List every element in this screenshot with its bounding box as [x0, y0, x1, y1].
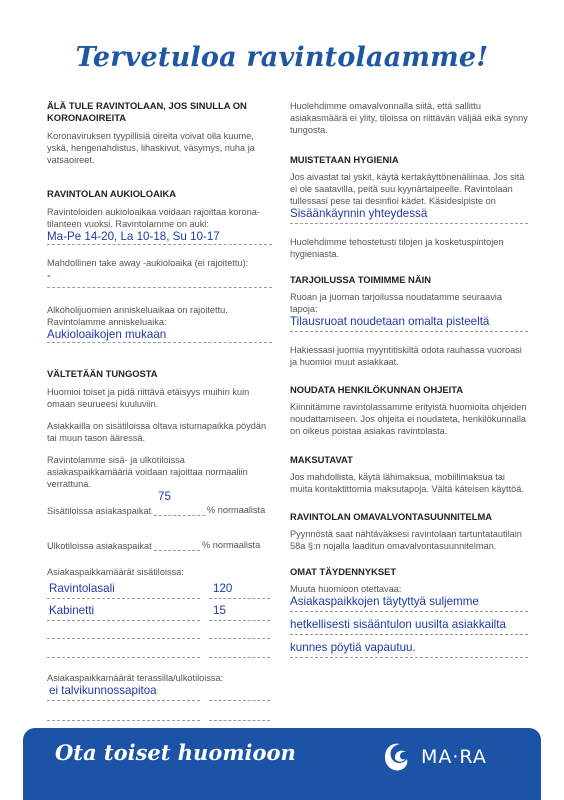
serving-text: Ruoan ja juoman tarjoilussa noudatamme seuraavia tapoja: [290, 292, 502, 314]
crowd-text-3: Ravintolamme sisä- ja ulkotiloissa asiakaspaikkamääriä voidaan rajoittaa normaaliin verrattuna. [47, 455, 248, 489]
table-line [47, 700, 200, 701]
extra-line [290, 657, 528, 658]
mara-swirl-icon [379, 737, 419, 777]
takeaway-line [47, 287, 272, 288]
table-line [209, 657, 270, 658]
intro-text: Huolehdimme omavalvonnalla siitä, että sallittu asiakasmäärä ei ylity, tiloissa on riittävän väljää eikä synny tungosta. [290, 101, 528, 135]
payment-text: Jos mahdollista, käytä lähimaksua, mobiilimaksua tai muita kontaktittomia maksutapoja. Vältä käteisen käyttöä. [290, 472, 524, 494]
indoor-pct-line [154, 515, 205, 516]
outdoor-pct-unit: % normaalista [202, 540, 261, 550]
indoor-pct-value: 75 [158, 490, 171, 503]
right-column [290, 100, 528, 658]
table-line [209, 598, 270, 599]
alcohol-value: Aukioloaikojen mukaan [47, 328, 167, 341]
table-line [209, 638, 270, 639]
extra-line-text: Asiakaspaikkojen täytyttyä suljemme [290, 595, 479, 608]
hygiene-text-2: Huolehdimme tehostetusti tilojen ja kosketuspintojen hygieniasta. [290, 237, 504, 259]
footer-banner [23, 728, 541, 800]
table-line [47, 720, 200, 721]
warning-heading: ÄLÄ TULE RAVINTOLAAN, JOS SINULLA ON KORONAOIREITA [47, 100, 247, 123]
serving-value: Tilausruoat noudetaan omalta pisteeltä [290, 315, 490, 328]
terrace-counts-label: Asiakaspaikkamäärät terassilla/ulkotiloissa: [47, 673, 224, 683]
staff-heading: NOUDATA HENKILÖKUNNAN OHJEITA [290, 384, 464, 395]
alcohol-text: Alkoholijuomien anniskeluaikaa on rajoitettu. Ravintolamme anniskeluaika: [47, 305, 228, 327]
outdoor-capacity-row [47, 532, 272, 558]
takeaway-value: - [47, 269, 51, 282]
table-line [209, 720, 270, 721]
warning-text: Koronaviruksen tyypillisiä oireita voivat olla kuume, yskä, hengenahdistus, lihaskivut, väsymys, nuha ja vatsaoireet. [47, 131, 255, 165]
logo-text: MA·RA [421, 746, 487, 768]
takeaway-label: Mahdollinen take away -aukioloaika (ei rajoitettu): [47, 258, 249, 268]
staff-text: Kiinnitämme ravintolassamme erityistä huomioita ohjeiden noudattamiseen. Jos ohjeita ei noudateta, henkilökunnalla on oikeus poistaa asiakas ravintolasta. [290, 402, 527, 436]
extra-line-text: kunnes pöytiä vapautuu. [290, 641, 416, 654]
payment-heading: MAKSUTAVAT [290, 454, 353, 465]
crowd-text-1: Huomioi toiset ja pidä riittävä etäisyys muihin kuin omaan seurueesi kuuluviin. [47, 387, 250, 409]
serving-heading: TARJOILUSSA TOIMIMME NÄIN [290, 274, 431, 285]
extra-line-text: hetkellisesti sisääntulon uusilta asiakkailta [290, 618, 506, 631]
page-title: Tervetuloa ravintolaamme! [75, 42, 489, 73]
plan-text: Pyynnöstä saat nähtäväksesi ravintolaan tartuntatautilain 58a §:n nojalla laaditun omavalvontasuunnitelman. [290, 529, 522, 551]
indoor-room-count: 15 [213, 604, 226, 617]
mara-logo [379, 737, 519, 777]
hygiene-line [290, 223, 528, 224]
alcohol-line [47, 342, 272, 343]
indoor-capacity-row [47, 490, 272, 530]
indoor-counts-label: Asiakaspaikkamäärät sisätiloissa: [47, 567, 184, 577]
hygiene-value: Sisäänkäynnin yhteydessä [290, 207, 428, 220]
extra-line [290, 611, 528, 612]
hours-text: Ravintoloiden aukioloaikaa voidaan rajoittaa korona-tilanteen vuoksi. Ravintolamme on auki: [47, 207, 260, 229]
table-line [47, 657, 200, 658]
hygiene-text: Jos aivastat tai yskit, käytä kertakäyttönenäliinaa. Jos sitä ei ole saatavilla, peitä suu kyynärtaipeelle. Ravintolaan tullessasi pese tai desinfioi kädet. Käsidesipiste on [290, 172, 525, 206]
table-line [47, 598, 200, 599]
indoor-pct-unit: % normaalista [207, 505, 266, 515]
serving-text-2: Hakiessasi juomia myyntitiskiltä odota rauhassa vuoroasi ja huomioi muut asiakkaat. [290, 345, 522, 367]
table-line [209, 700, 270, 701]
table-line [209, 620, 270, 621]
indoor-label: Sisätiloissa asiakaspaikat [47, 506, 152, 516]
extra-heading: OMAT TÄYDENNYKSET [290, 566, 397, 577]
left-column [47, 100, 272, 740]
extra-line [290, 634, 528, 635]
plan-heading: RAVINTOLAN OMAVALVONTASUUNNITELMA [290, 511, 493, 522]
hygiene-heading: MUISTETAAN HYGIENIA [290, 154, 399, 165]
hours-line [47, 244, 272, 245]
serving-line [290, 331, 528, 332]
table-line [47, 638, 200, 639]
footer-slogan: Ota toiset huomioon [55, 740, 296, 765]
indoor-room-name: Ravintolasali [49, 582, 115, 595]
indoor-room-name: Kabinetti [49, 604, 95, 617]
outdoor-label: Ulkotiloissa asiakaspaikat [47, 541, 152, 551]
crowd-heading: VÄLTETÄÄN TUNGOSTA [47, 368, 158, 379]
hours-value: Ma-Pe 14-20, La 10-18, Su 10-17 [47, 230, 220, 243]
indoor-counts-table [47, 578, 272, 662]
outdoor-pct-line [154, 550, 200, 551]
indoor-room-count: 120 [213, 582, 233, 595]
hours-heading: RAVINTOLAN AUKIOLOAIKA [47, 188, 176, 199]
extra-label: Muuta huomioon otettavaa: [290, 584, 402, 594]
table-line [47, 620, 200, 621]
crowd-text-2: Asiakkailla on sisätiloissa oltava istumapaikka pöydän tai muun tason ääressä. [47, 421, 267, 443]
terrace-value: ei talvikunnossapitoa [49, 684, 157, 697]
